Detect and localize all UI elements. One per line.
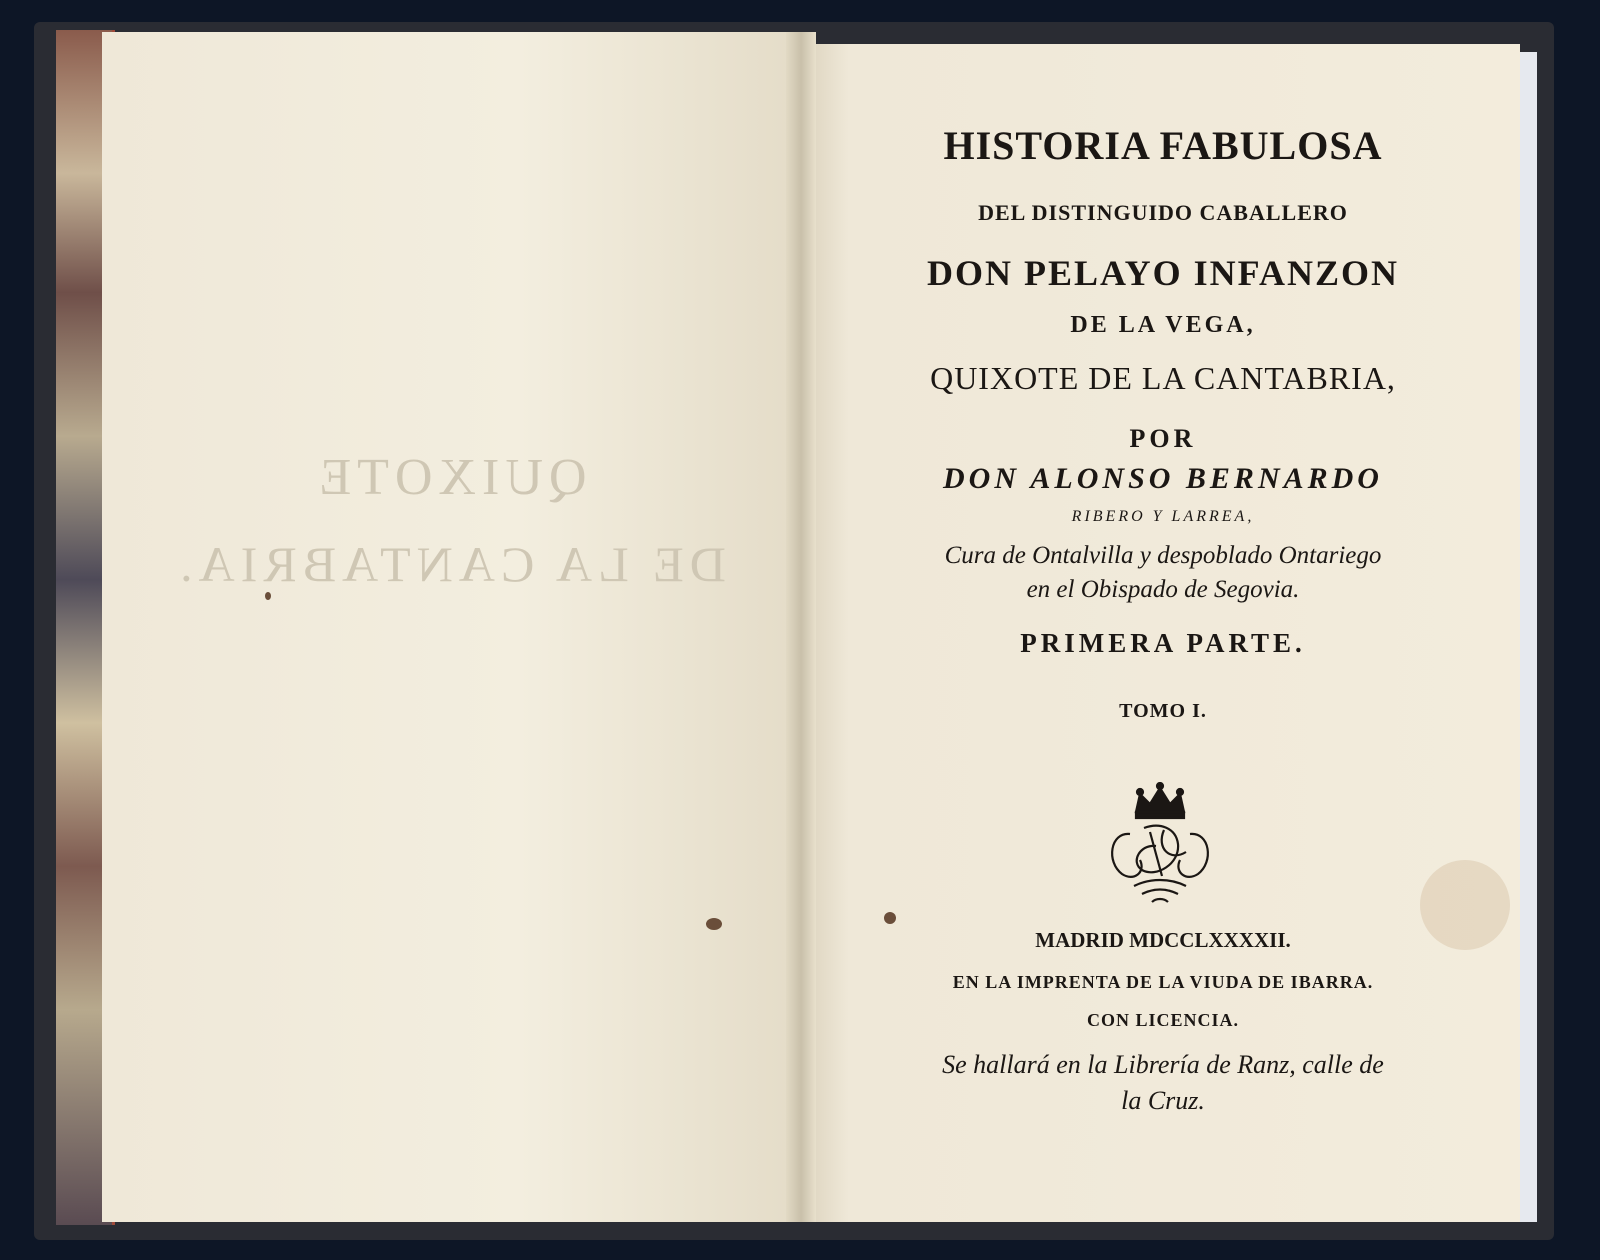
foxing-spot [706, 918, 722, 930]
imprint-printer: EN LA IMPRENTA DE LA VIUDA DE IBARRA. [952, 972, 1374, 992]
imprint-place-date: MADRID MDCCLXXXXII. [1035, 928, 1291, 952]
subtitle: DEL DISTINGUIDO CABALLERO [978, 200, 1348, 225]
printer-monogram-emblem [1100, 782, 1220, 910]
left-page [102, 32, 798, 1222]
part-heading: PRIMERA PARTE. [1020, 628, 1306, 658]
seller-line-1: Se hallará en la Librería de Ranz, calle de [942, 1050, 1384, 1079]
title: HISTORIA FABULOSA [943, 123, 1383, 168]
author-name-cont: RIBERO Y LARREA, [1071, 508, 1255, 525]
author-role-line-1: Cura de Ontalvilla y despoblado Ontariego [944, 542, 1382, 569]
bleed-through-line-1: QUIXOTE [313, 449, 587, 506]
bleed-through-line-2: DE LA CANTABRIA. [174, 536, 726, 592]
author-name: DON ALONSO BERNARDO [943, 462, 1383, 495]
protagonist-name-cont: DE LA VEGA, [1070, 312, 1256, 338]
foxing-spot [884, 912, 896, 924]
by-line: POR [1129, 424, 1197, 453]
foxing-spot [265, 592, 271, 600]
volume-heading: TOMO I. [1119, 700, 1207, 722]
seller-line-2: la Cruz. [1121, 1086, 1205, 1115]
license-line: CON LICENCIA. [1086, 1010, 1240, 1030]
protagonist-name: DON PELAYO INFANZON [926, 253, 1400, 293]
page-edge [1518, 52, 1537, 1222]
author-role-line-2: en el Obispado de Segovia. [1026, 576, 1300, 603]
epithet: QUIXOTE DE LA CANTABRIA, [930, 360, 1396, 396]
